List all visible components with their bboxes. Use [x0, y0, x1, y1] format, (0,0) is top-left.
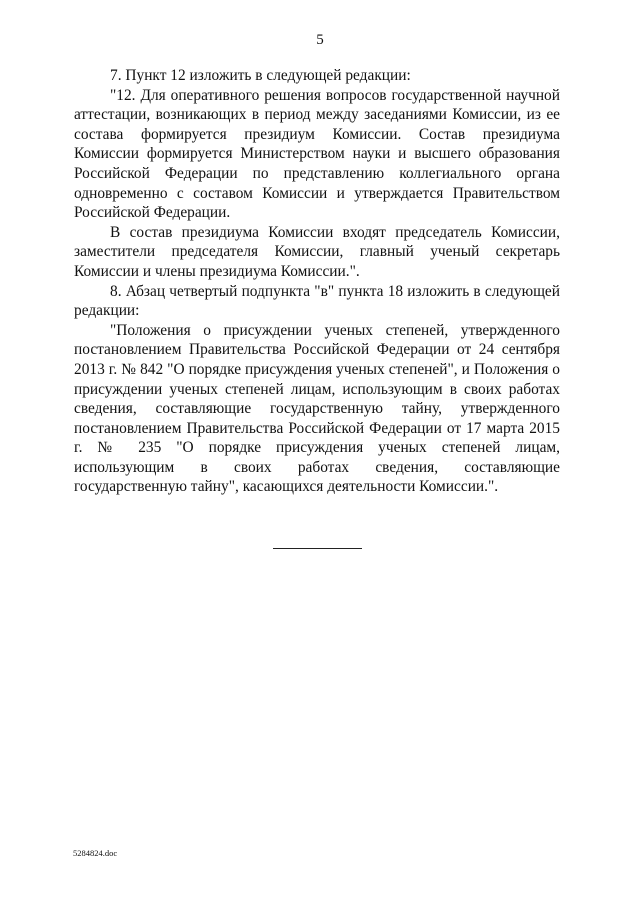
paragraph-presidium-composition: В состав президиума Комиссии входят председатель Комиссии, заместители председателя Комиссии, главный ученый секретарь Комиссии и члены президиума Комиссии.".: [74, 223, 560, 280]
paragraph-point-12-text: "12. Для оперативного решения вопросов государственной научной аттестации, возникающих в период между заседаниями Комиссии, из ее состава формируется президиум Комиссии. Состав президиума Комиссии формируется Министерством науки и высшего образования Российской Федерации по представлению коллегиального органа одновременно с составом Комиссии и утверждается Правительством Российской Федерации.: [74, 86, 560, 222]
paragraph-regulations-quote: "Положения о присуждении ученых степеней, утвержденного постановлением Правительства Российской Федерации от 24 сентября 2013 г. № 842 "О порядке присуждения ученых степеней", и Положения о присуждении ученых степеней лицам, использующим в своих работах сведения, составляющие государственную тайну, утвержденного постановлением Правительства Российской Федерации от 17 марта 2015 г. № 235 "О порядке присуждения ученых степеней лицам, использующим в своих работах сведения, составляющие государственную тайну", касающихся деятельности Комиссии.".: [74, 321, 560, 496]
page-number: 5: [316, 32, 324, 48]
document-body: [74, 66, 560, 497]
paragraph-item-7: 7. Пункт 12 изложить в следующей редакции:: [110, 67, 411, 84]
closing-separator-line: [273, 548, 362, 549]
paragraph-item-8: 8. Абзац четвертый подпункта "в" пункта 18 изложить в следующей редакции:: [74, 282, 560, 320]
footer-doc-id: 5284824.doc: [73, 848, 118, 858]
